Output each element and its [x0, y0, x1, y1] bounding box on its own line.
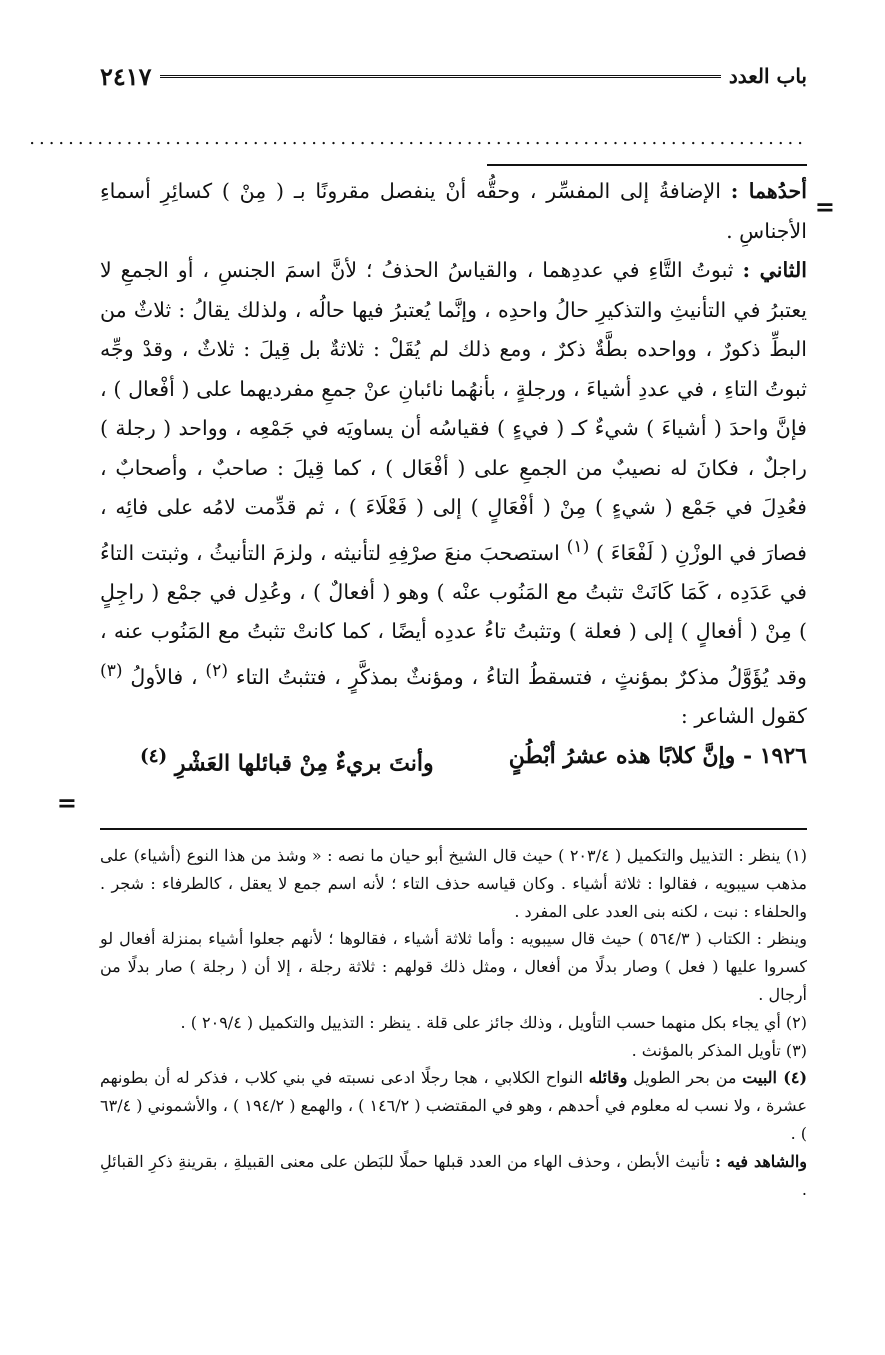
- footnotes: [100, 842, 807, 1292]
- footnote-1: (١) ينظر : التذييل والتكميل ( ٢٠٣/٤ ) حيث قال الشيخ أبو حيان ما نصه : « وشذ من هذا النوع (أشياء) على مذهب سيبويه ، فقالوا : ثلاثة أشياء . وكان قياسه حذف التاء ؛ لأنه اسم جمع لا يعقل ، كالطرفاء : شجر . والحلفاء : نبت ، لكنه بنى العدد على المفرد .: [100, 846, 808, 921]
- verse-second-hemistich: وأنتَ بريءٌ مِنْ قبائلها العَشْرِ $^{(٤)}$: [140, 745, 434, 777]
- chapter-title: باب العدد: [728, 64, 807, 88]
- footnote-3: (٣) تأويل المذكر بالمؤنث .: [631, 1040, 807, 1060]
- footnote-ref-4: (٤): [140, 745, 168, 767]
- paragraph-first-lead: أحدُهما :: [730, 179, 807, 203]
- poetry-verse: [100, 737, 807, 784]
- verse-first-hemistich: ١٩٢٦ - وإنَّ كلابًا هذه عشرُ أبْطُنٍ: [508, 742, 807, 769]
- paragraph-first: [100, 172, 807, 251]
- verse-number: ١٩٢٦ -: [742, 742, 807, 769]
- paragraph-first-body: الإضافةُ إلى المفسِّر ، وحقُّه أنْ ينفصل مقرونًا بـ ( مِنْ ) كسائِرِ أسماءِ الأجناسِ .: [100, 179, 807, 243]
- footnote-4-witness: والشاهد فيه : تأنيث الأبطن ، وحذف الهاء من العدد قبلها حملًا للبَطن على معنى القبيلةِ ، بقرينةِ ذكرِ القبائلِ .: [100, 1151, 807, 1199]
- footnote-ref-1: (١): [566, 536, 590, 557]
- footnote-ref-2: (٢): [205, 660, 229, 681]
- section-rule: [487, 164, 807, 166]
- paragraph-second: [100, 251, 807, 737]
- footnote-rule: [100, 828, 807, 830]
- paragraph-second-body: ثبوتُ التَّاءِ في عددِهما ، والقياسُ الحذفُ ؛ لأنَّ اسمَ الجنسِ ، أو الجمعِ لا يعتبرُ في التأنيثِ والتذكيرِ حالُ واحدِه ، وإنَّما يُعتبرُ فيها حالُه ، ولذلك يقالُ : ثلاثٌ من البطِّ ذكورٌ ، وواحده بطَّةٌ ذكرٌ ، ومع ذلك لم يُقَلْ : ثلاثةٌ بل قِيلَ : ثلاثٌ ، وقدْ وجِّه ثبوتُ التاءِ ، في عددِ أشياءَ ، ورجلةٍ ، بأنهُما نائبانِ عنْ جمعِ مفرديهما على ( أفْعال ) ، فإنَّ واحدَ ( أشياءَ ) شيءٌ كـ ( فيءٍ ) فقياسُه أن يساويَه في جَمْعِه ، وواحد ( رجلة ) راجلٌ ، فكانَ له نصيبٌ من الجمعِ على ( أفْعَال ) ، كما قِيلَ : صاحبٌ ، وأصحابٌ ، فعُدِلَ في جَمْع ( شيءٍ ) مِنْ ( أفْعَالٍ ) إلى ( فَعْلَاءَ ) ، ثم قدِّمت لامُه على فائِه ، فصارَ في الوزْنِ ( لَفْعَاءَ ): [100, 258, 807, 565]
- footnote-ref-3: (٣): [100, 660, 123, 681]
- page-number: ٢٤١٧: [100, 61, 152, 91]
- footnote-4: (٤) البيت من بحر الطويل وقائله النواح الكلابي ، هجا رجلًا ادعى نسبته في بني كلاب ، فذكر له أن بطونهم عشرة ، ولا نسب له معلوم في أحدهم ، وهو في المقتضب ( ١٤٦/٢ ) ، والهمع ( ١٩٤/٢ ) ، والأشموني ( ٦٣/٤ ) .: [100, 1068, 808, 1143]
- paragraph-second-body-c: ، فالأولُ: [122, 664, 206, 689]
- paragraph-second-body-d: كقول الشاعر :: [680, 704, 807, 729]
- continuation-mark-top: =: [814, 192, 835, 221]
- footnote-1-continued: وينظر : الكتاب ( ٥٦٤/٣ ) حيث قال سيبويه : وأما ثلاثة أشياء ، فقالوها ؛ لأنهم جعلوا أشياء بمنزلة أفعال لو كسروا عليها ( فعل ) وصار بدلًا من أفعال ، ومثل ذلك قولهم : ثلاثة رجلة ، إلا أن ( رجلة ) صار بدلًا من أرجال .: [100, 929, 808, 1004]
- footnote-2: (٢) أي يجاء بكل منهما حسب التأويل ، وذلك جائز على قلة . ينظر : التذييل والتكميل ( ٢٠٩/٤ ) .: [180, 1012, 807, 1032]
- continuation-mark-verse: =: [56, 788, 77, 817]
- paragraph-second-body-b: استصحبَ منعَ صرْفِهِ لتأنيثه ، ولزمَ التأنيثُ ، وثبتت التاءُ في عَدَدِه ، كَمَا كَانَتْ تثبتُ مع المَنُوب عنْه ) وهو ( أفعالٌ ) ، وعُدِل في جمْع ( راجِلٍ ) مِنْ ( أفعالٍ ) إلى ( فعلة ) وتثبتُ تاءُ عددِه أيضًا ، كما كانتْ تثبتُ مع المَنُوب عنه ، وقد يُؤَوَّلُ مذكرٌ بمؤنثٍ ، فتسقطُ التاءُ ، ومؤنثٌ بمذكَّرٍ ، فتثبتُ التاء: [100, 540, 807, 689]
- running-header: [100, 58, 807, 94]
- header-rule: [160, 75, 721, 78]
- paragraph-second-lead: الثاني :: [742, 258, 807, 282]
- main-text: [100, 172, 807, 812]
- ellipsis-separator: ................................................................................: [29, 128, 807, 149]
